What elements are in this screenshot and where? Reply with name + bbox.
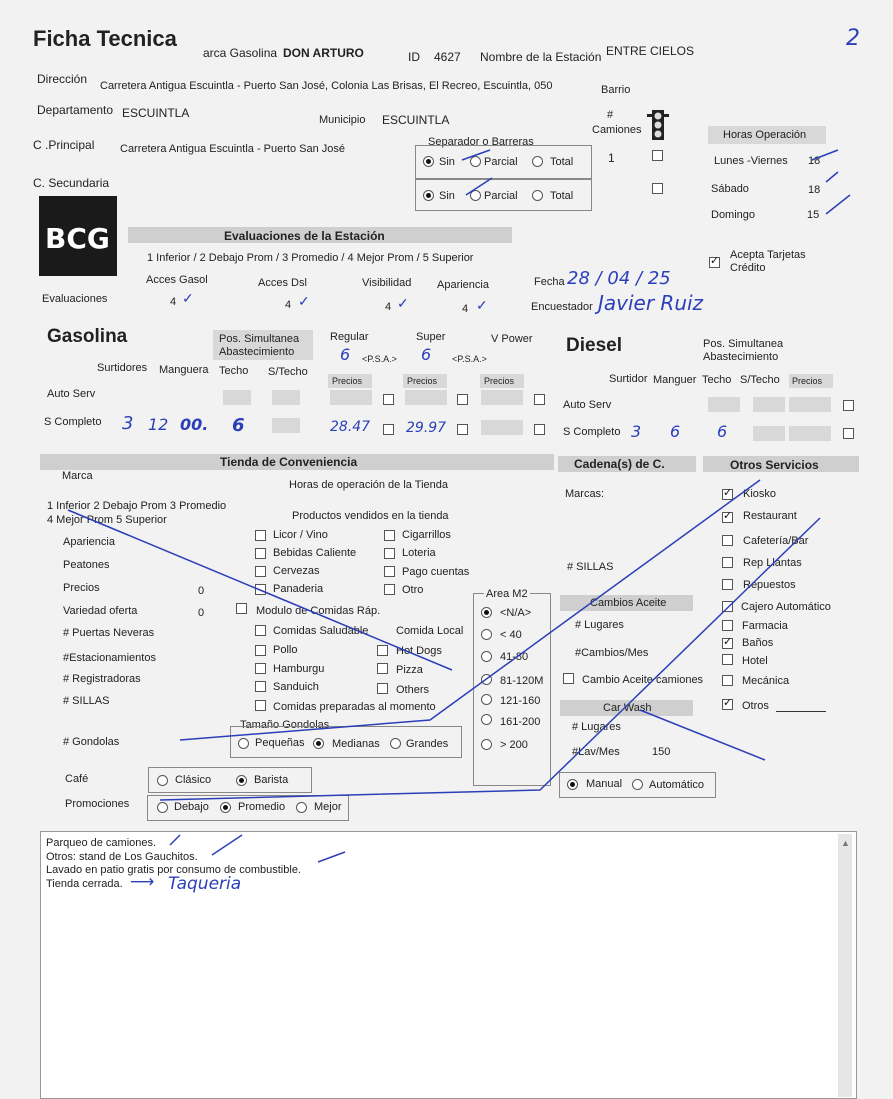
principal-label: C .Principal [33, 138, 95, 152]
encuestador-value: Javier Ruiz [598, 291, 704, 315]
licor-label: Licor / Vino [273, 529, 328, 541]
gondolas-pequenas-label: Pequeñas [255, 737, 305, 749]
horas-day-3: Domingo [711, 209, 756, 221]
page-title: Ficha Tecnica [33, 26, 177, 51]
bebidas-label: Bebidas Caliente [273, 547, 357, 559]
separador-title: Separador o Barreras [428, 136, 534, 148]
visibilidad-value: 4 [385, 301, 392, 313]
diesel-s-completo-manguer: 6 [670, 422, 681, 441]
acces-dsl-label: Acces Dsl [258, 277, 307, 289]
acces-dsl-value: 4 [285, 299, 292, 311]
psa-super-tag: <P.S.A.> [452, 354, 487, 364]
diesel-auto-serv: Auto Serv [563, 399, 612, 411]
acces-gasol-label: Acces Gasol [146, 274, 208, 286]
carwash-lav-mes: #Lav/Mes [572, 746, 620, 758]
diesel-s-techo-header: S/Techo [740, 374, 780, 386]
precios-vpower-label: Precios [484, 376, 515, 386]
hot-dogs-label: Hot Dogs [396, 645, 442, 657]
promociones-label: Promociones [65, 798, 130, 810]
secundaria-label: C. Secundaria [33, 176, 110, 190]
s-completo-techo: 00. [180, 415, 209, 434]
diesel-title: Diesel [566, 335, 622, 356]
logo-text: BCG [45, 222, 110, 255]
cadena-title: Cadena(s) de C. [574, 457, 665, 471]
manguera-header: Manguera [159, 364, 209, 376]
otro-label: Otro [402, 584, 424, 596]
cafe-clasico-label: Clásico [175, 774, 212, 786]
tienda-variedad: Variedad oferta [63, 605, 138, 617]
station-value: ENTRE CIELOS [606, 44, 695, 58]
marca-value: DON ARTURO [283, 46, 364, 60]
cigarrillos-label: Cigarrillos [402, 529, 451, 541]
comidas-saludable-label: Comidas Saludable [273, 625, 369, 637]
repuestos-label: Repuestos [743, 579, 796, 591]
separador2-parcial-label: Parcial [484, 190, 518, 202]
surtidores-header: Surtidores [97, 362, 148, 374]
aceite-cambios-mes: #Cambios/Mes [575, 647, 649, 659]
gondolas-title: Tamaño Gondolas [240, 719, 330, 731]
carwash-title: Car Wash [603, 702, 652, 714]
area-40-label: < 40 [500, 629, 522, 641]
direccion-value: Carretera Antigua Escuintla - Puerto San José, Colonia Las Brisas, El Recreo, Escuintla, 050 [100, 80, 553, 92]
camiones-hash: # [607, 109, 614, 121]
id-label: ID [408, 50, 420, 64]
area-200-label: > 200 [500, 739, 528, 751]
marca-label: arca Gasolina [203, 46, 278, 60]
check-mark-icon: ✓ [298, 293, 310, 309]
visibilidad-label: Visibilidad [362, 277, 412, 289]
separador-sin-label: Sin [439, 156, 455, 168]
page-number: 2 [846, 26, 860, 51]
s-completo-s-techo: 6 [232, 415, 245, 436]
station-label: Nombre de la Estación [480, 50, 602, 64]
tienda-precios: Precios [63, 582, 100, 594]
gasolina-regular-label: Regular [330, 331, 369, 343]
cafe-barista-label: Barista [254, 774, 289, 786]
s-techo-header: S/Techo [268, 366, 308, 378]
apariencia-label: Apariencia [437, 279, 489, 291]
tarjetas-label: Acepta Tarjetas Crédito [730, 249, 806, 274]
farmacia-label: Farmacia [742, 620, 788, 632]
rep-llantas-label: Rep Llantas [743, 557, 802, 569]
aceite-lugares: # Lugares [575, 619, 624, 631]
separador2-total-label: Total [550, 190, 574, 202]
scroll-up-icon[interactable]: ▲ [841, 838, 850, 848]
evaluaciones-scale: 1 Inferior / 2 Debajo Prom / 3 Promedio / 4 Mejor Prom / 5 Superior [147, 252, 474, 264]
diesel-precios-label: Precios [792, 376, 823, 386]
modulo-label: Modulo de Comidas Ráp. [256, 605, 381, 617]
departamento-label: Departamento [37, 103, 114, 117]
area-41-80-label: 41-80 [500, 651, 529, 663]
diesel-s-completo-techo: 6 [717, 422, 728, 441]
s-completo-surtidores: 3 [122, 413, 134, 434]
kiosko-label: Kiosko [743, 488, 777, 500]
techo-header: Techo [219, 365, 249, 377]
mecanica-label: Mecánica [742, 675, 790, 687]
tienda-precios-value: 0 [198, 585, 205, 597]
diesel-s-completo-surtidor: 3 [631, 422, 642, 441]
separador-parcial-label: Parcial [484, 156, 518, 168]
loteria-label: Loteria [402, 547, 436, 559]
separador-total-label: Total [550, 156, 574, 168]
tienda-horas: Horas de operación de la Tienda [289, 479, 448, 491]
cambio-camiones-label: Cambio Aceite camiones [582, 674, 704, 686]
cadena-marcas: Marcas: [565, 488, 605, 500]
carwash-automatico-label: Automático [649, 779, 705, 791]
cadena-sillas: # SILLAS [567, 561, 614, 573]
horas-value-1: 18 [808, 155, 821, 167]
horas-value-3: 15 [807, 209, 820, 221]
tienda-registradoras: # Registradoras [63, 673, 141, 685]
area-81-120-label: 81-120M [500, 675, 544, 687]
separador2-sin-label: Sin [439, 190, 455, 202]
panaderia-label: Panaderia [273, 583, 324, 595]
restaurant-label: Restaurant [743, 510, 797, 522]
precio-super-value: 29.97 [406, 420, 447, 436]
psa-regular-value: 6 [340, 345, 351, 364]
aceite-title: Cambios Aceite [590, 597, 667, 609]
area-title: Area M2 [486, 588, 528, 600]
apariencia-value: 4 [462, 303, 469, 315]
direccion-label: Dirección [37, 72, 88, 86]
tienda-puertas: # Puertas Neveras [63, 627, 155, 639]
check-mark-icon: ✓ [476, 297, 488, 313]
gasolina-super-label: Super [416, 331, 446, 343]
departamento-value: ESCUINTLA [122, 106, 190, 120]
tienda-scale-2: 4 Mejor Prom 5 Superior [47, 514, 167, 526]
diesel-surtidor-header: Surtidor [609, 373, 648, 385]
precios-super-label: Precios [407, 376, 438, 386]
municipio-value: ESCUINTLA [382, 113, 450, 127]
pago-cuentas-label: Pago cuentas [402, 566, 470, 578]
promo-debajo-label: Debajo [174, 801, 209, 813]
tienda-marca: Marca [62, 470, 93, 482]
gasolina-title: Gasolina [47, 326, 128, 347]
encuestador-label: Encuestador [531, 301, 593, 313]
comidas-preparadas-label: Comidas preparadas al momento [273, 701, 436, 713]
banos-label: Baños [742, 637, 774, 649]
carwash-manual-label: Manual [586, 778, 623, 790]
pizza-label: Pizza [396, 664, 423, 676]
camiones-value: 1 [608, 151, 615, 165]
tienda-variedad-value: 0 [198, 607, 205, 619]
carwash-lugares: # Lugares [572, 721, 621, 733]
note-line-1: Parqueo de camiones. [46, 837, 157, 849]
area-161-200-label: 161-200 [500, 716, 541, 728]
precio-regular-value: 28.47 [330, 419, 371, 435]
tienda-estacionamientos: #Estacionamientos [63, 652, 156, 664]
tienda-apariencia: Apariencia [63, 536, 115, 548]
pollo-label: Pollo [273, 644, 298, 656]
cafeteria-label: Cafetería/Bar [743, 535, 809, 547]
barrio-label: Barrio [601, 84, 631, 96]
note-line-2: Otros: stand de Los Gauchitos. [46, 851, 198, 863]
note-line-3: Lavado en patio gratis por consumo de combustible. [46, 864, 301, 876]
fecha-label: Fecha [534, 276, 565, 288]
evaluaciones-title: Evaluaciones de la Estación [224, 229, 385, 243]
psa-super-value: 6 [421, 345, 432, 364]
promo-promedio-label: Promedio [238, 801, 286, 813]
comida-local-label: Comida Local [396, 625, 464, 637]
otros-title: Otros Servicios [730, 458, 819, 472]
tienda-scale-1: 1 Inferior 2 Debajo Prom 3 Promedio [47, 500, 227, 512]
gondolas-grandes-label: Grandes [406, 738, 449, 750]
gasolina-vpower-label: V Power [491, 333, 533, 345]
horas-title: Horas Operación [723, 129, 807, 141]
tienda-gondolas: # Gondolas [63, 736, 120, 748]
hotel-label: Hotel [742, 655, 768, 667]
id-value: 4627 [434, 50, 461, 64]
camiones-label: Camiones [592, 124, 642, 136]
diesel-s-completo: S Completo [563, 426, 621, 438]
diesel-pos-label: Pos. Simultanea Abastecimiento [703, 338, 784, 363]
promo-mejor-label: Mejor [314, 801, 342, 813]
tienda-sillas: # SILLAS [63, 695, 110, 707]
evaluaciones-row-label: Evaluaciones [42, 293, 108, 305]
note-line-4: Tienda cerrada. [46, 878, 123, 890]
precios-regular-label: Precios [332, 376, 363, 386]
fecha-value: 28 / 04 / 25 [567, 268, 671, 289]
note-handwritten: Taqueria [168, 874, 242, 894]
gasolina-s-completo: S Completo [44, 416, 102, 428]
municipio-label: Municipio [319, 114, 366, 126]
otros-label: Otros [742, 700, 769, 712]
s-completo-manguera: 12 [148, 415, 169, 434]
check-mark-icon: ✓ [397, 295, 409, 311]
gasolina-pos-label: Pos. Simultanea Abastecimiento [219, 333, 300, 358]
cajero-label: Cajero Automático [741, 601, 831, 613]
area-na-label: <N/A> [500, 607, 532, 619]
sanduich-label: Sanduich [273, 681, 319, 693]
principal-value: Carretera Antigua Escuintla - Puerto San José [120, 143, 346, 155]
hamburgu-label: Hamburgu [273, 663, 325, 675]
check-mark-icon: ✓ [182, 290, 194, 306]
horas-value-2: 18 [808, 184, 821, 196]
horas-day-2: Sábado [711, 183, 749, 195]
area-121-160-label: 121-160 [500, 695, 541, 707]
horas-day-1: Lunes -Viernes [714, 155, 788, 167]
arrow-icon: ⟶ [130, 872, 155, 892]
psa-regular-tag: <P.S.A.> [362, 354, 397, 364]
diesel-techo-header: Techo [702, 374, 732, 386]
gasolina-auto-serv: Auto Serv [47, 388, 96, 400]
carwash-lav-mes-value: 150 [652, 746, 671, 758]
acces-gasol-value: 4 [170, 296, 177, 308]
tienda-peatones: Peatones [63, 559, 110, 571]
others-label: Others [396, 684, 430, 696]
tienda-title: Tienda de Conveniencia [220, 455, 358, 469]
diesel-manguer-header: Manguer [653, 374, 697, 386]
cafe-label: Café [65, 773, 89, 785]
productos-title: Productos vendidos en la tienda [292, 510, 449, 522]
cervezas-label: Cervezas [273, 565, 320, 577]
gondolas-medianas-label: Medianas [332, 738, 380, 750]
